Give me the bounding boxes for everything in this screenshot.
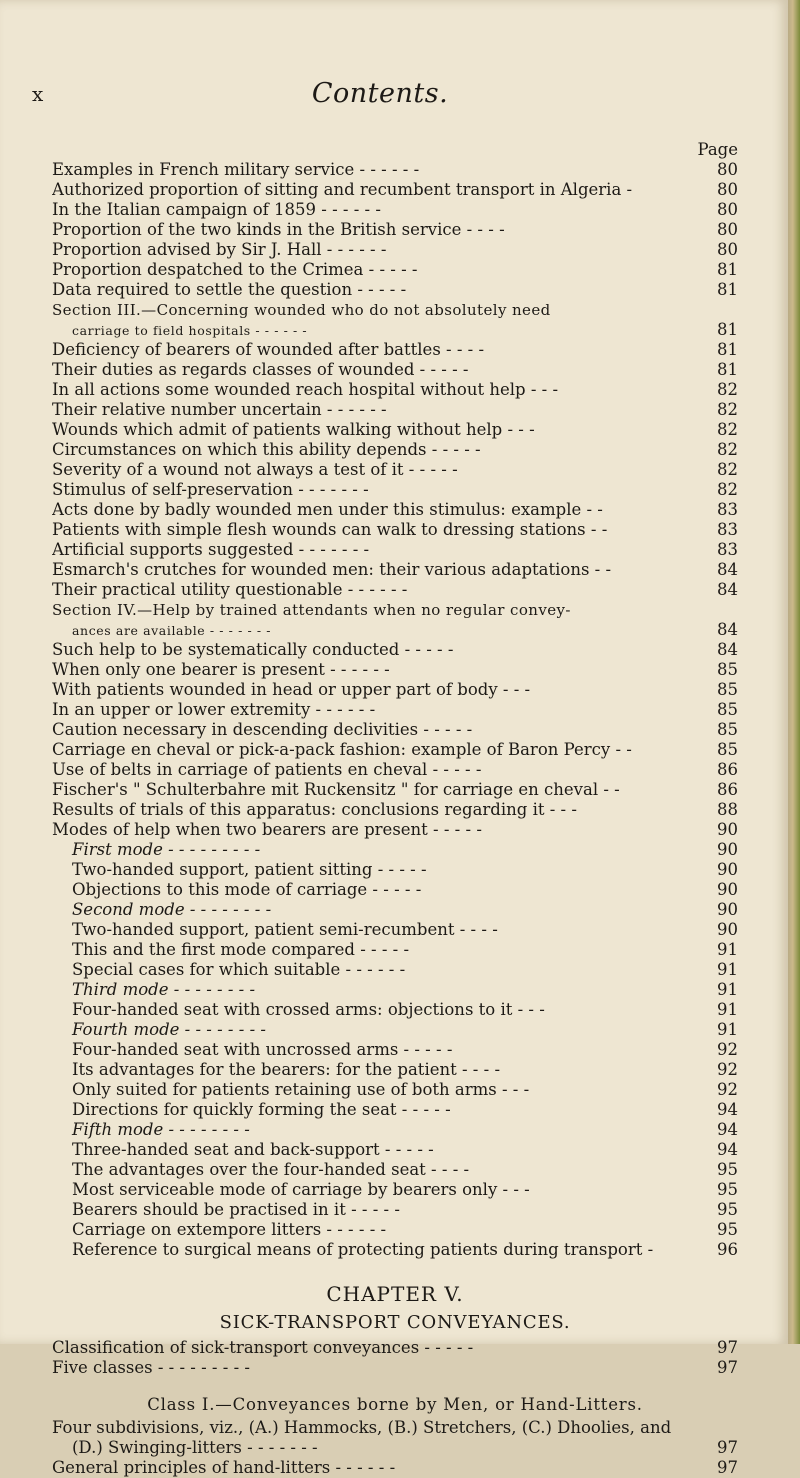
toc-entry (52, 540, 738, 560)
toc-entry (52, 240, 738, 260)
toc-entry (52, 220, 738, 240)
entry-text: Classification of sick-transport conveyances - - - - - (52, 1338, 474, 1357)
entry-text: Such help to be systematically conducted - - - - - (52, 640, 454, 659)
entries-group-a (52, 160, 738, 300)
page-column-label: Page (697, 140, 738, 159)
entry-page-number: 84 (717, 560, 738, 579)
entry-text: Special cases for which suitable - - - - - - (72, 960, 406, 979)
entry-page-number: 94 (717, 1140, 738, 1159)
entry-page-number: 80 (717, 200, 738, 219)
chapter-number: CHAPTER V. (326, 1282, 464, 1306)
toc-entry (52, 420, 738, 440)
class-heading: Class I.—Conveyances borne by Men, or Hand-Litters. (147, 1395, 643, 1414)
toc-entry (52, 1160, 738, 1180)
entries-group-d (52, 1338, 738, 1378)
toc-entry (52, 1200, 738, 1220)
entry-text: Five classes - - - - - - - - - (52, 1358, 250, 1377)
entry-page-number: 83 (717, 520, 738, 539)
entry-text: Modes of help when two bearers are present - - - - - (52, 820, 482, 839)
entries-group-e (52, 1458, 738, 1478)
entry-page-number: 94 (717, 1100, 738, 1119)
entry-text: Circumstances on which this ability depends - - - - - (52, 440, 481, 459)
toc-entry (52, 520, 738, 540)
entry-page-number: 81 (717, 260, 738, 279)
entry-page-number: 97 (717, 1458, 738, 1477)
entry-text: Authorized proportion of sitting and recumbent transport in Algeria - (52, 180, 633, 199)
section-heading-3 (52, 300, 738, 340)
entry-page-number: 97 (717, 1338, 738, 1357)
entry-text: Severity of a wound not always a test of it - - - - - (52, 460, 458, 479)
entry-page-number: 90 (717, 880, 738, 899)
toc-entry (52, 160, 738, 180)
entry-page-number: 86 (717, 760, 738, 779)
toc-entry (52, 980, 738, 1000)
toc-entry (52, 400, 738, 420)
entry-page-number: 90 (717, 820, 738, 839)
entry-text: Fourth mode - - - - - - - - (72, 1020, 266, 1039)
toc-entry (52, 860, 738, 880)
entry-text: Stimulus of self-preservation - - - - - - - (52, 480, 369, 499)
toc-entry (52, 560, 738, 580)
entry-page-number: 86 (717, 780, 738, 799)
entry-text: Objections to this mode of carriage - - - - - (72, 880, 422, 899)
toc-entry (52, 1040, 738, 1060)
toc-entry (52, 820, 738, 840)
toc-entry (52, 1140, 738, 1160)
entry-text: Artificial supports suggested - - - - - - - (52, 540, 370, 559)
toc-entry (52, 940, 738, 960)
toc-entry (52, 260, 738, 280)
entry-text: Proportion of the two kinds in the British service - - - - (52, 220, 505, 239)
entry-page-number: 95 (717, 1180, 738, 1199)
entry-page-number: 91 (717, 960, 738, 979)
entry-text: Two-handed support, patient semi-recumbent - - - - (72, 920, 498, 939)
entry-page-number: 80 (717, 240, 738, 259)
toc-entry (52, 800, 738, 820)
entry-text: Their relative number uncertain - - - - - - (52, 400, 387, 419)
entry-text: First mode - - - - - - - - - (72, 840, 261, 859)
entry-text: Carriage en cheval or pick-a-pack fashion: example of Baron Percy - - (52, 740, 632, 759)
toc-entry (52, 840, 738, 860)
entry-page-number: 88 (717, 800, 738, 819)
toc-entry (52, 580, 738, 600)
entry-page-number: 90 (717, 840, 738, 859)
entry-page-number: 92 (717, 1040, 738, 1059)
entry-text: Two-handed support, patient sitting - - - - - (72, 860, 427, 879)
entry-text-line: Four subdivisions, viz., (A.) Hammocks, (B.) Stretchers, (C.) Dhoolies, and (52, 1418, 672, 1437)
entry-page-number: 92 (717, 1060, 738, 1079)
toc-entry (52, 660, 738, 680)
entry-page-number: 97 (717, 1358, 738, 1377)
toc-entry (52, 1000, 738, 1020)
toc-entry (52, 640, 738, 660)
entries-group-c (52, 640, 738, 1260)
entry-page-number: 95 (717, 1200, 738, 1219)
toc-entry (52, 380, 738, 400)
page-edge (788, 0, 800, 1344)
entry-page-number: 85 (717, 700, 738, 719)
section-heading-line: Section IV.—Help by trained attendants when no regular convey- (52, 601, 571, 619)
entry-page-number: 95 (717, 1160, 738, 1179)
entry-text: Four-handed seat with uncrossed arms - - - - - (72, 1040, 453, 1059)
toc-entry (52, 1458, 738, 1478)
entry-text: Reference to surgical means of protecting patients during transport - (72, 1240, 654, 1259)
toc-entry (52, 1338, 738, 1358)
entry-text: Second mode - - - - - - - - (72, 900, 272, 919)
entry-page-number: 84 (717, 580, 738, 599)
entry-text: Fifth mode - - - - - - - - (72, 1120, 250, 1139)
entry-page-number: 85 (717, 680, 738, 699)
section-heading-text: carriage to field hospitals - - - - - - (72, 323, 308, 338)
toc-entry (52, 1060, 738, 1080)
entry-page-number: 90 (717, 900, 738, 919)
contents-list (52, 140, 738, 1478)
toc-entry (52, 880, 738, 900)
toc-entry (52, 440, 738, 460)
toc-entry (52, 1358, 738, 1378)
entry-text: Results of trials of this apparatus: conclusions regarding it - - - (52, 800, 577, 819)
toc-entry (52, 1100, 738, 1120)
entry-text: Their duties as regards classes of wounded - - - - - (52, 360, 469, 379)
entry-text: General principles of hand-litters - - - - - - (52, 1458, 396, 1477)
entry-text: The advantages over the four-handed seat - - - - (72, 1160, 470, 1179)
section-page-number: 84 (717, 620, 738, 639)
entry-page-number: 80 (717, 180, 738, 199)
entry-page-number: 95 (717, 1220, 738, 1239)
entry-page-number: 97 (717, 1438, 738, 1457)
entry-page-number: 85 (717, 660, 738, 679)
entries-group-b (52, 340, 738, 600)
toc-entry (52, 180, 738, 200)
toc-entry (52, 1120, 738, 1140)
entry-page-number: 83 (717, 500, 738, 519)
toc-entry (52, 200, 738, 220)
entry-page-number: 82 (717, 440, 738, 459)
entry-page-number: 80 (717, 220, 738, 239)
entry-text: Wounds which admit of patients walking without help - - - (52, 420, 535, 439)
entry-page-number: 82 (717, 460, 738, 479)
entry-text: When only one bearer is present - - - - - - (52, 660, 390, 679)
entry-text: Directions for quickly forming the seat - - - - - (72, 1100, 451, 1119)
entry-text: This and the first mode compared - - - - - (72, 940, 410, 959)
entry-page-number: 82 (717, 480, 738, 499)
toc-entry (52, 480, 738, 500)
entry-text: In all actions some wounded reach hospital without help - - - (52, 380, 559, 399)
entry-text: Use of belts in carriage of patients en cheval - - - - - (52, 760, 482, 779)
chapter-title: SICK-TRANSPORT CONVEYANCES. (219, 1312, 571, 1333)
running-title: Contents. (311, 78, 449, 109)
toc-entry (52, 280, 738, 300)
entry-page-number: 91 (717, 980, 738, 999)
entry-text: Only suited for patients retaining use of both arms - - - (72, 1080, 530, 1099)
toc-entry (52, 460, 738, 480)
entry-text: Acts done by badly wounded men under this stimulus: example - - (52, 500, 603, 519)
entry-text: In the Italian campaign of 1859 - - - - - - (52, 200, 381, 219)
entry-page-number: 91 (717, 940, 738, 959)
section-heading-text: ances are available - - - - - - - (72, 623, 272, 638)
toc-entry (52, 780, 738, 800)
entry-text: Four-handed seat with crossed arms: objections to it - - - (72, 1000, 545, 1019)
entry-text: Most serviceable mode of carriage by bearers only - - - (72, 1180, 530, 1199)
entry-page-number: 90 (717, 920, 738, 939)
entry-text: Fischer's " Schulterbahre mit Ruckensitz " for carriage en cheval - - (52, 780, 620, 799)
entry-text: Carriage on extempore litters - - - - - - (72, 1220, 387, 1239)
toc-entry (52, 760, 738, 780)
entry-page-number: 96 (717, 1240, 738, 1259)
page-folio: x (32, 82, 44, 106)
entry-page-number: 91 (717, 1000, 738, 1019)
entry-page-number: 85 (717, 720, 738, 739)
toc-entry (52, 1240, 738, 1260)
entry-page-number: 83 (717, 540, 738, 559)
entry-page-number: 82 (717, 380, 738, 399)
entry-text: Patients with simple flesh wounds can walk to dressing stations - - (52, 520, 608, 539)
entry-page-number: 82 (717, 400, 738, 419)
entry-text: Its advantages for the bearers: for the patient - - - - (72, 1060, 501, 1079)
entry-text: Three-handed seat and back-support - - - - - (72, 1140, 434, 1159)
entry-text: Examples in French military service - - - - - - (52, 160, 420, 179)
entry-text: Caution necessary in descending declivities - - - - - (52, 720, 473, 739)
toc-entry (52, 920, 738, 940)
entry-page-number: 94 (717, 1120, 738, 1139)
entry-page-number: 82 (717, 420, 738, 439)
entry-text: Deficiency of bearers of wounded after battles - - - - (52, 340, 485, 359)
toc-entry (52, 1180, 738, 1200)
entry-text: Proportion despatched to the Crimea - - - - - (52, 260, 418, 279)
entry-page-number: 85 (717, 740, 738, 759)
entry-page-number: 90 (717, 860, 738, 879)
entry-page-number: 80 (717, 160, 738, 179)
section-heading-continuation (52, 620, 738, 640)
entry-text: Data required to settle the question - - - - - (52, 280, 407, 299)
toc-entry (52, 1220, 738, 1240)
entry-page-number: 81 (717, 340, 738, 359)
toc-entry (52, 1020, 738, 1040)
toc-entry (52, 900, 738, 920)
toc-entry (52, 720, 738, 740)
toc-entry (52, 360, 738, 380)
toc-entry (52, 740, 738, 760)
toc-entry (52, 1080, 738, 1100)
entry-text: Third mode - - - - - - - - (72, 980, 256, 999)
entry-text: Esmarch's crutches for wounded men: their various adaptations - - (52, 560, 612, 579)
entry-page-number: 91 (717, 1020, 738, 1039)
toc-entry (52, 1438, 738, 1458)
toc-entry (52, 680, 738, 700)
entry-text: (D.) Swinging-litters - - - - - - - (72, 1438, 318, 1457)
class-subdivisions-entry (52, 1418, 738, 1458)
entry-text: In an upper or lower extremity - - - - - - (52, 700, 376, 719)
section-page-number: 81 (717, 320, 738, 339)
entry-page-number: 81 (717, 280, 738, 299)
section-heading-line: Section III.—Concerning wounded who do not absolutely need (52, 301, 551, 319)
entry-text: Proportion advised by Sir J. Hall - - - - - - (52, 240, 387, 259)
entry-page-number: 81 (717, 360, 738, 379)
entry-text: Their practical utility questionable - - - - - - (52, 580, 408, 599)
entry-page-number: 92 (717, 1080, 738, 1099)
toc-entry (52, 500, 738, 520)
section-heading-4 (52, 600, 738, 640)
page-header (32, 78, 728, 112)
section-heading-continuation (52, 320, 738, 340)
entry-text: With patients wounded in head or upper part of body - - - (52, 680, 531, 699)
toc-entry (52, 960, 738, 980)
toc-entry (52, 340, 738, 360)
entry-page-number: 84 (717, 640, 738, 659)
toc-entry (52, 700, 738, 720)
entry-text: Bearers should be practised in it - - - - - (72, 1200, 400, 1219)
